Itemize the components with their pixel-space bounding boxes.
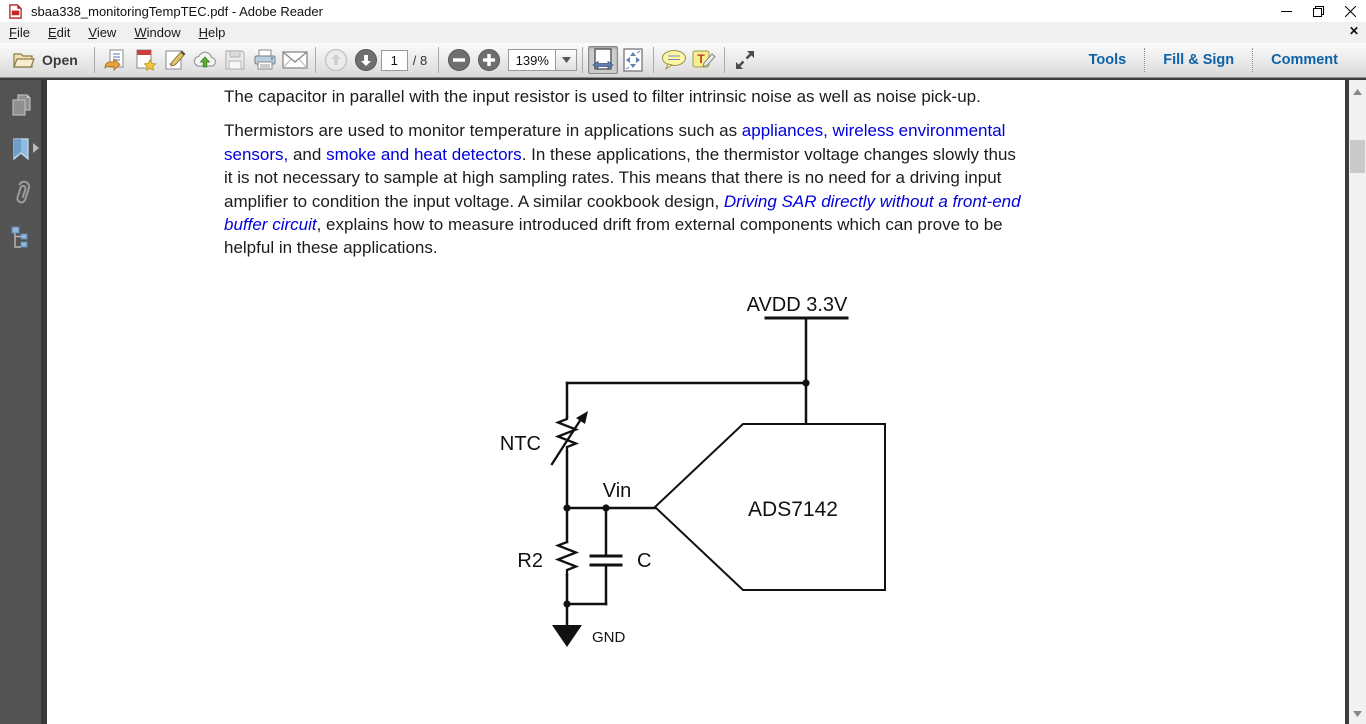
page-count-label: / 8 bbox=[412, 52, 428, 68]
text-run: it is not necessary to sample at high sampling rates. This means that there is no need for a driving input bbox=[224, 168, 1002, 188]
highlight-text-icon bbox=[691, 49, 717, 71]
fit-page-button[interactable] bbox=[618, 46, 648, 74]
fullscreen-icon bbox=[733, 48, 757, 72]
document-line bbox=[224, 190, 1021, 213]
email-button[interactable] bbox=[280, 46, 310, 74]
tools-panel-button[interactable]: Tools bbox=[1088, 52, 1127, 68]
hyperlink[interactable]: appliances, bbox=[741, 121, 828, 141]
sign-document-button[interactable] bbox=[160, 46, 190, 74]
chevron-down-icon bbox=[1353, 711, 1362, 717]
vin-label: Vin bbox=[602, 480, 632, 502]
page-thumbnails-icon bbox=[10, 93, 32, 117]
zoom-out-button[interactable] bbox=[444, 46, 474, 74]
scroll-up-button[interactable] bbox=[1349, 84, 1366, 100]
close-document-button[interactable]: ✕ bbox=[1348, 24, 1359, 38]
document-line bbox=[224, 143, 1021, 166]
previous-page-icon bbox=[324, 48, 348, 72]
zoom-out-icon bbox=[447, 48, 471, 72]
print-icon bbox=[253, 49, 277, 71]
chevron-right-icon bbox=[33, 143, 39, 153]
menu-file[interactable]: File bbox=[9, 25, 30, 40]
document-line bbox=[224, 119, 1021, 142]
highlight-text-button[interactable] bbox=[689, 46, 719, 74]
chevron-up-icon bbox=[1353, 89, 1362, 95]
email-icon bbox=[282, 50, 308, 70]
dropdown-caret[interactable] bbox=[555, 50, 576, 70]
document-line bbox=[224, 85, 1021, 108]
paperclip-icon bbox=[10, 180, 32, 206]
window-title: sbaa338_monitoringTempTEC.pdf - Adobe Reader bbox=[31, 3, 323, 19]
toolbar bbox=[0, 43, 1366, 78]
text-run: The capacitor in parallel with the input resistor is used to filter intrinsic noise as well as noise pick-up. bbox=[224, 87, 981, 106]
cloud-upload-icon bbox=[192, 49, 218, 71]
toolbar-separator bbox=[315, 47, 316, 73]
save-button[interactable] bbox=[220, 46, 250, 74]
close-icon bbox=[1345, 6, 1356, 17]
text-run: amplifier to condition the input voltage. A similar cookbook design, bbox=[224, 191, 724, 211]
comment-bubble-icon bbox=[661, 49, 687, 71]
hyperlink[interactable]: smoke and heat detectors bbox=[326, 144, 522, 164]
menu-view[interactable]: View bbox=[88, 25, 117, 40]
menu-window[interactable]: Window bbox=[134, 25, 181, 40]
toolbar-separator bbox=[724, 47, 725, 73]
fullscreen-button[interactable] bbox=[730, 46, 760, 74]
toolbar-panels bbox=[1071, 46, 1356, 74]
bookmarks-icon bbox=[10, 137, 32, 161]
next-page-icon bbox=[354, 48, 378, 72]
comment-panel-button[interactable]: Comment bbox=[1271, 52, 1338, 68]
create-pdf-button[interactable] bbox=[130, 46, 160, 74]
adobe-reader-pdf-icon bbox=[8, 4, 23, 19]
ground-symbol bbox=[552, 625, 582, 647]
panel-expand-arrow[interactable] bbox=[33, 140, 39, 158]
text-run: helpful in these applications. bbox=[224, 238, 438, 258]
document-line bbox=[224, 213, 1021, 236]
toolbar-separator bbox=[582, 47, 583, 73]
ground-label: GND bbox=[592, 629, 626, 646]
chip-label: ADS7142 bbox=[748, 498, 838, 521]
menu-bar bbox=[0, 22, 1366, 43]
restore-button[interactable] bbox=[1302, 0, 1334, 22]
print-button[interactable] bbox=[250, 46, 280, 74]
vertical-scrollbar[interactable] bbox=[1349, 80, 1366, 724]
resistor-label: R2 bbox=[517, 550, 543, 572]
share-document-button[interactable] bbox=[100, 46, 130, 74]
model-tree-button[interactable] bbox=[0, 222, 41, 252]
title-bar bbox=[0, 0, 1366, 22]
save-icon bbox=[224, 49, 246, 71]
minimize-button[interactable] bbox=[1270, 0, 1302, 22]
document-pane bbox=[0, 78, 1366, 724]
toolbar-separator bbox=[94, 47, 95, 73]
attachments-button[interactable] bbox=[0, 178, 41, 208]
scroll-down-button[interactable] bbox=[1349, 706, 1366, 722]
chevron-down-icon bbox=[562, 57, 571, 63]
zoom-in-button[interactable] bbox=[474, 46, 504, 74]
create-pdf-icon bbox=[133, 49, 157, 71]
restore-icon bbox=[1313, 6, 1324, 17]
open-button[interactable] bbox=[8, 46, 89, 74]
fit-width-icon bbox=[592, 48, 614, 72]
next-page-button[interactable] bbox=[351, 46, 381, 74]
sign-document-icon bbox=[163, 49, 187, 71]
comment-bubble-button[interactable] bbox=[659, 46, 689, 74]
text-run: Thermistors are used to monitor temperature in applications such as bbox=[224, 121, 742, 141]
share-document-icon bbox=[103, 49, 127, 71]
supply-label: AVDD 3.3V bbox=[746, 294, 848, 316]
text-run: . In these applications, the thermistor voltage changes slowly thus bbox=[521, 144, 1016, 164]
document-text bbox=[224, 85, 1021, 260]
svg-text:T: T bbox=[697, 52, 705, 66]
document-line bbox=[224, 166, 1021, 189]
open-folder-icon bbox=[13, 51, 35, 69]
hyperlink[interactable]: wireless environmental bbox=[832, 121, 1006, 141]
circuit-diagram bbox=[440, 280, 940, 680]
zoom-in-icon bbox=[477, 48, 501, 72]
toolbar-separator bbox=[653, 47, 654, 73]
fit-page-icon bbox=[622, 48, 644, 72]
hyperlink[interactable]: sensors, bbox=[224, 144, 289, 164]
menu-help[interactable]: Help bbox=[198, 25, 226, 40]
pdf-page bbox=[47, 80, 1349, 724]
minimize-icon bbox=[1281, 6, 1292, 17]
page-number-input[interactable] bbox=[381, 50, 408, 71]
model-tree-icon bbox=[9, 225, 33, 249]
document-line bbox=[224, 236, 1021, 259]
page-thumbnails-button[interactable] bbox=[0, 90, 41, 120]
hyperlink[interactable]: buffer circuit bbox=[224, 215, 317, 235]
thermistor-label: NTC bbox=[499, 433, 541, 455]
toolbar-separator bbox=[438, 47, 439, 73]
previous-page-button[interactable] bbox=[321, 46, 351, 74]
cloud-upload-button[interactable] bbox=[190, 46, 220, 74]
text-run: and bbox=[288, 144, 327, 164]
fit-width-button[interactable] bbox=[588, 46, 618, 74]
capacitor-label: C bbox=[637, 550, 652, 572]
close-button[interactable] bbox=[1334, 0, 1366, 22]
text-run: , explains how to measure introduced drift from external components which can prove to be bbox=[316, 215, 1003, 235]
navigation-panel bbox=[0, 80, 41, 724]
fill-and-sign-panel-button[interactable]: Fill & Sign bbox=[1163, 52, 1235, 68]
zoom-level-value: 139% bbox=[515, 52, 549, 68]
menu-edit[interactable]: Edit bbox=[47, 25, 71, 40]
zoom-level-dropdown[interactable] bbox=[508, 49, 577, 71]
open-button-label: Open bbox=[42, 52, 78, 68]
hyperlink[interactable]: Driving SAR directly without a front-end bbox=[723, 191, 1021, 211]
scrollbar-thumb[interactable] bbox=[1350, 140, 1365, 173]
